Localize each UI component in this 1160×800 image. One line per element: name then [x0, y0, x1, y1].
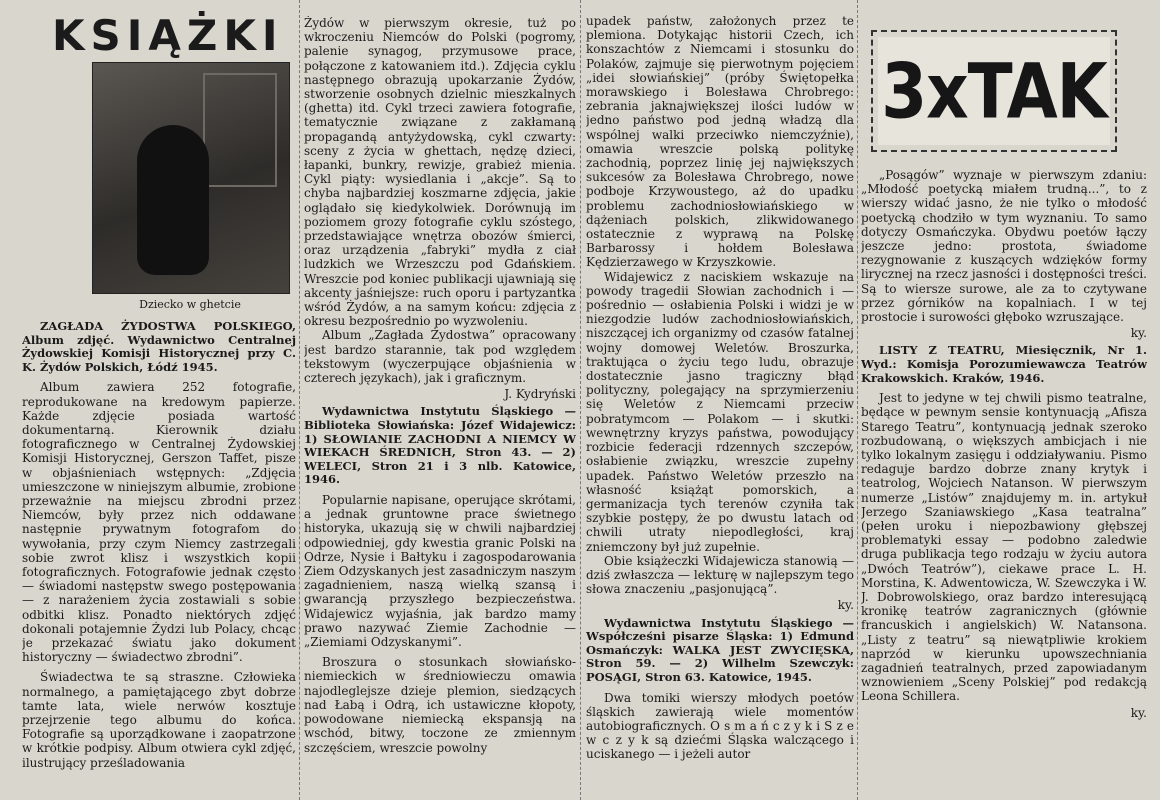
ghetto-child-photo — [92, 62, 290, 294]
paragraph: Popularnie napisane, operujące skrótami, a jednak gruntowne prace świetnego historyka, ukazują się w chwili najbardziej odpowiedniej, gdy kwestia granic Polski na Odrze, Nysie i Bałtyku i zagospodarowania Ziem Odzyskanych jest zasadniczym naszym zagadnieniem, naszą wielką szansą i gwarancją przyszłego bezpieczeństwa. Widajewicz wyjaśnia, jak bardzo mamy prawo nazywać Ziemie Zachodnie — „Ziemiami Odzyskanymi”. — [304, 493, 576, 650]
photo-figure — [137, 125, 209, 275]
paragraph: Album zawiera 252 fotografie, reprodukowane na kredowym papierze. Każde zdjęcie posiada wartość dokumentarną. Kierownik działu fotograficznego w Centralnej Żydowskiej Komisji Historycznej, Gerszon Taffet, pisze w objaśnieniach wstępnych: „Zdjęcia umieszczone w niniejszym albumie, zrobione przeważnie na miejscu zbrodni przez Niemców, były przez nich oddawane następnie prywatnym fotografom do wywołania, przy czym Niemcy zastrzegali sobie zwrot klisz i wszystkich kopii fotograficznych. Fotografowie jednak często — świadomi następstw swego postępowania — z narażeniem życia zostawiali s sobie odbitki klisz. Ponadto niektórych zdjęć dokonali potajemnie Żydzi lub Polacy, chcąc je przekazać światu jako dokument historyczny — świadectwo zbrodni”. — [22, 380, 296, 665]
paragraph: Widajewicz z naciskiem wskazuje na powody tragedii Słowian zachodnich i — pośrednio — osłabienia Polski i widzi je w niezgodzie ludów zachodniosłowiańskich, niszczącej ich organizmy od czasów fatalnej wojny domowej Weletów. Broszurka, traktująca o życiu tego ludu, obrazuje dostatecznie jasno tragiczny błąd polityczny, polegający na sprzymierzeniu się Weletów z Niemcami przeciw pobratymcom — Polakom — i skutki: wewnętrzny kryzys państwa, powodujący rozbicie federacji rdzennych szczepów, osłabienie związku, wreszcie zupełny upadek. Państwo Weletów przeszło na własność książąt pomorskich, a germanizacja tych terenów czyniła tak szybkie postępy, że po dwustu latach od chwili utraty niepodległości, kraj zniemczony był już zupełnie. — [586, 269, 854, 554]
review-heading: Wydawnictwa Instytutu Śląskiego — Współcześni pisarze Śląska: 1) Edmund Osmańczyk: WALKA JEST ZWYCIĘSKA, Stron 59. — 2) Wilhelm Szewczyk: POSĄGI, Stron 63. Katowice, 1945. — [586, 615, 854, 684]
section-banner: KSIĄŻKI — [52, 11, 284, 60]
paragraph: Żydów w pierwszym okresie, tuż po wkroczeniu Niemców do Polski (pogromy, palenie synagog, przymusowe prace, połączone z katowaniem itd.). Zdjęcia cyklu następnego obrazują upokarzanie Żydów, stworzenie osobnych dzielnic mieszkalnych (ghetta) itd. Cykl trzeci zawiera fotografie, tematycznie związane z zakłamaną propagandą antyżydowską, cykl czwarty: sceny z życia w ghettach, nędzę dzieci, łapanki, bunkry, rewizje, grabież mienia. Cykl piąty: wysiedlania i „akcje”. Są to chyba najbardziej koszmarne zdjęcia, jakie oglądało się kiedykolwiek. Dorównują im poziomem grozy fotografie cyklu szóstego, przedstawiające wnętrza obozów śmierci, oraz urządzenia „fabryki” mydła z ciał ludzkich we Wrzeszczu pod Gdańskiem. Wreszcie pod koniec publikacji ujawniają się akcenty jaśniejsze: ruch oporu i partyzantka wśród Żydów, a na samym końcu: zdjęcia z okresu bezpośrednio po wyzwoleniu. — [304, 16, 576, 329]
column-divider — [299, 0, 301, 800]
review-heading: Wydawnictwa Instytutu Śląskiego — Biblioteka Słowiańska: Józef Widajewicz: 1) SŁOWIANIE ZACHODNI A NIEMCY W WIEKACH ŚREDNICH, Stron 43. — 2) WELECI, Stron 21 i 3 nlb. Katowice, 1946. — [304, 404, 576, 487]
paragraph: Jest to jedyne w tej chwili pismo teatralne, będące w pewnym sensie kontynuacją „Afisza Starego Teatru”, kontynuacją jednak szeroko rozbudowaną, o większych ambicjach i nie tylko lokalnym zasięgu i oddziaływaniu. Pismo redaguje bardzo dobrze znany krytyk i teatrolog, Wojciech Natanson. W pierwszym numerze „Listów” znajdujemy m. in. artykuł Jerzego Szaniawskiego „Kasa teatralna” (pełen uroku i niepozbawiony głębszej problematyki essay — podobno zaledwie druga publikacja tego rodzaju w życiu autora „Dwóch Teatrów”), ciekawe prace L. H. Morstina, K. Adwentowicza, W. Szewczyka i W. J. Dobrowolskiego, oraz bardzo interesującą kronikę teatrów zagranicznych (głównie francuskich i angielskich) W. Natansona. „Listy z teatru” są niewątpliwie krokiem naprzód w kierunku upowszechniania zagadnień teatralnych, przed zapowiadanym wznowieniem „Sceny Polskiej” pod redakcją Leona Schillera. — [861, 391, 1147, 704]
paragraph: Album „Zagłada Żydostwa” opracowany jest bardzo starannie, tak pod względem tekstowym (wyczerpujące objaśnienia w czterech językach), jak i graficznym. — [304, 328, 576, 386]
column-3 — [586, 14, 854, 800]
section-banner-title: 3xTAK — [881, 46, 1107, 136]
author-signature: ky. — [1130, 705, 1147, 720]
author-signature: ky. — [837, 598, 854, 613]
review-zaglada — [22, 320, 296, 770]
photo-door — [203, 73, 277, 187]
paragraph: Obie książeczki Widajewicza stanowią — dziś zwłaszcza — lekturę w najlepszym tego słowa znaczeniu „pasjonującą”. — [586, 553, 854, 597]
paragraph: Dwa tomiki wierszy młodych poetów śląskich zawierają wiele momentów autobiograficznych. O s m a ń c z y k i S z e w c z y k są dziećmi Śląska walczącego i uciskanego — i jeżeli autor — [586, 690, 854, 762]
author-signature: J. Kydryński — [504, 387, 576, 402]
paragraph: Świadectwa te są straszne. Człowieka normalnego, a pamiętającego zbyt dobrze tamte lata, wiele nerwów kosztuje przejrzenie tego albumu do końca. Fotografie są uporządkowane i zaopatrzone w krótkie podpisy. Album otwiera cykl zdjęć, ilustrujący prześladowania — [22, 670, 296, 770]
paragraph: upadek państw, założonych przez te plemiona. Dotykając historii Czech, ich konszachtów z Niemcami i stosunku do Polaków, zajmuje się pierwotnym pojęciem „idei słowiańskiej” (próby Świętopełka morawskiego i Bolesława Chrobrego: zebrania jaknajwiększej ilości ludów w jedno państwo pod jedną władzą dla wspólnej walki przeciwko niemczyźnie), omawia wreszcie polską politykę zachodnią, poprzez linię jej największych sukcesów za Bolesława Chrobrego, nowe podboje Krzywoustego, aż do upadku problemu zachodniosłowiańskiego w dążeniach polskich, zlikwidowanego ostatecznie z wyprawą na Polskę Barbarossy i hołdem Bolesława Kędzierzawego w Krzyszkowie. — [586, 14, 854, 270]
column-divider — [857, 0, 859, 800]
author-signature: ky. — [1130, 326, 1147, 341]
paragraph: „Posągów” wyznaje w pierwszym zdaniu: „Młodość poetycką miałem trudną...”, to z wierszy widać jasno, że nie tylko o młodość poetycką chodziło w tym wyznaniu. To samo dotyczy Osmańczyka. Obydwu poetów łączy jeszcze jedno: prostota, świadome rezygnowanie z kuszących wdzięków formy lirycznej na rzecz jasności i dostępności treści. Są to wiersze surowe, ale za to czytywane przez górników na kopalniach. I w tej prostocie i surowości głęboko wzruszające. — [861, 168, 1147, 325]
column-2 — [304, 16, 576, 800]
section-banner-inner — [878, 37, 1110, 145]
column-1 — [22, 0, 296, 800]
column-4 — [861, 0, 1147, 800]
section-banner-box — [871, 30, 1117, 152]
photo-caption: Dziecko w ghetcie — [139, 298, 241, 311]
column-divider — [580, 0, 582, 800]
review-heading: LISTY Z TEATRU, Miesięcznik, Nr 1. Wyd.: Komisja Porozumiewawcza Teatrów Krakowskich. Kraków, 1946. — [861, 343, 1147, 385]
review-heading: ZAGŁADA ŻYDOSTWA POLSKIEGO, Album zdjęć. Wydawnictwo Centralnej Żydowskiej Komisji Historycznej przy C. K. Żydów Polskich, Łódź 1945. — [22, 319, 296, 374]
paragraph: Broszura o stosunkach słowiańsko-niemieckich w średniowieczu omawia najodleglejsze dzieje plemion, siedzących nad Łabą i Odrą, ich ustawiczne kłopoty, powodowane niemiecką ekspansją na wschód, bitwy, toczone ze zmiennym szczęściem, wreszcie powolny — [304, 655, 576, 755]
